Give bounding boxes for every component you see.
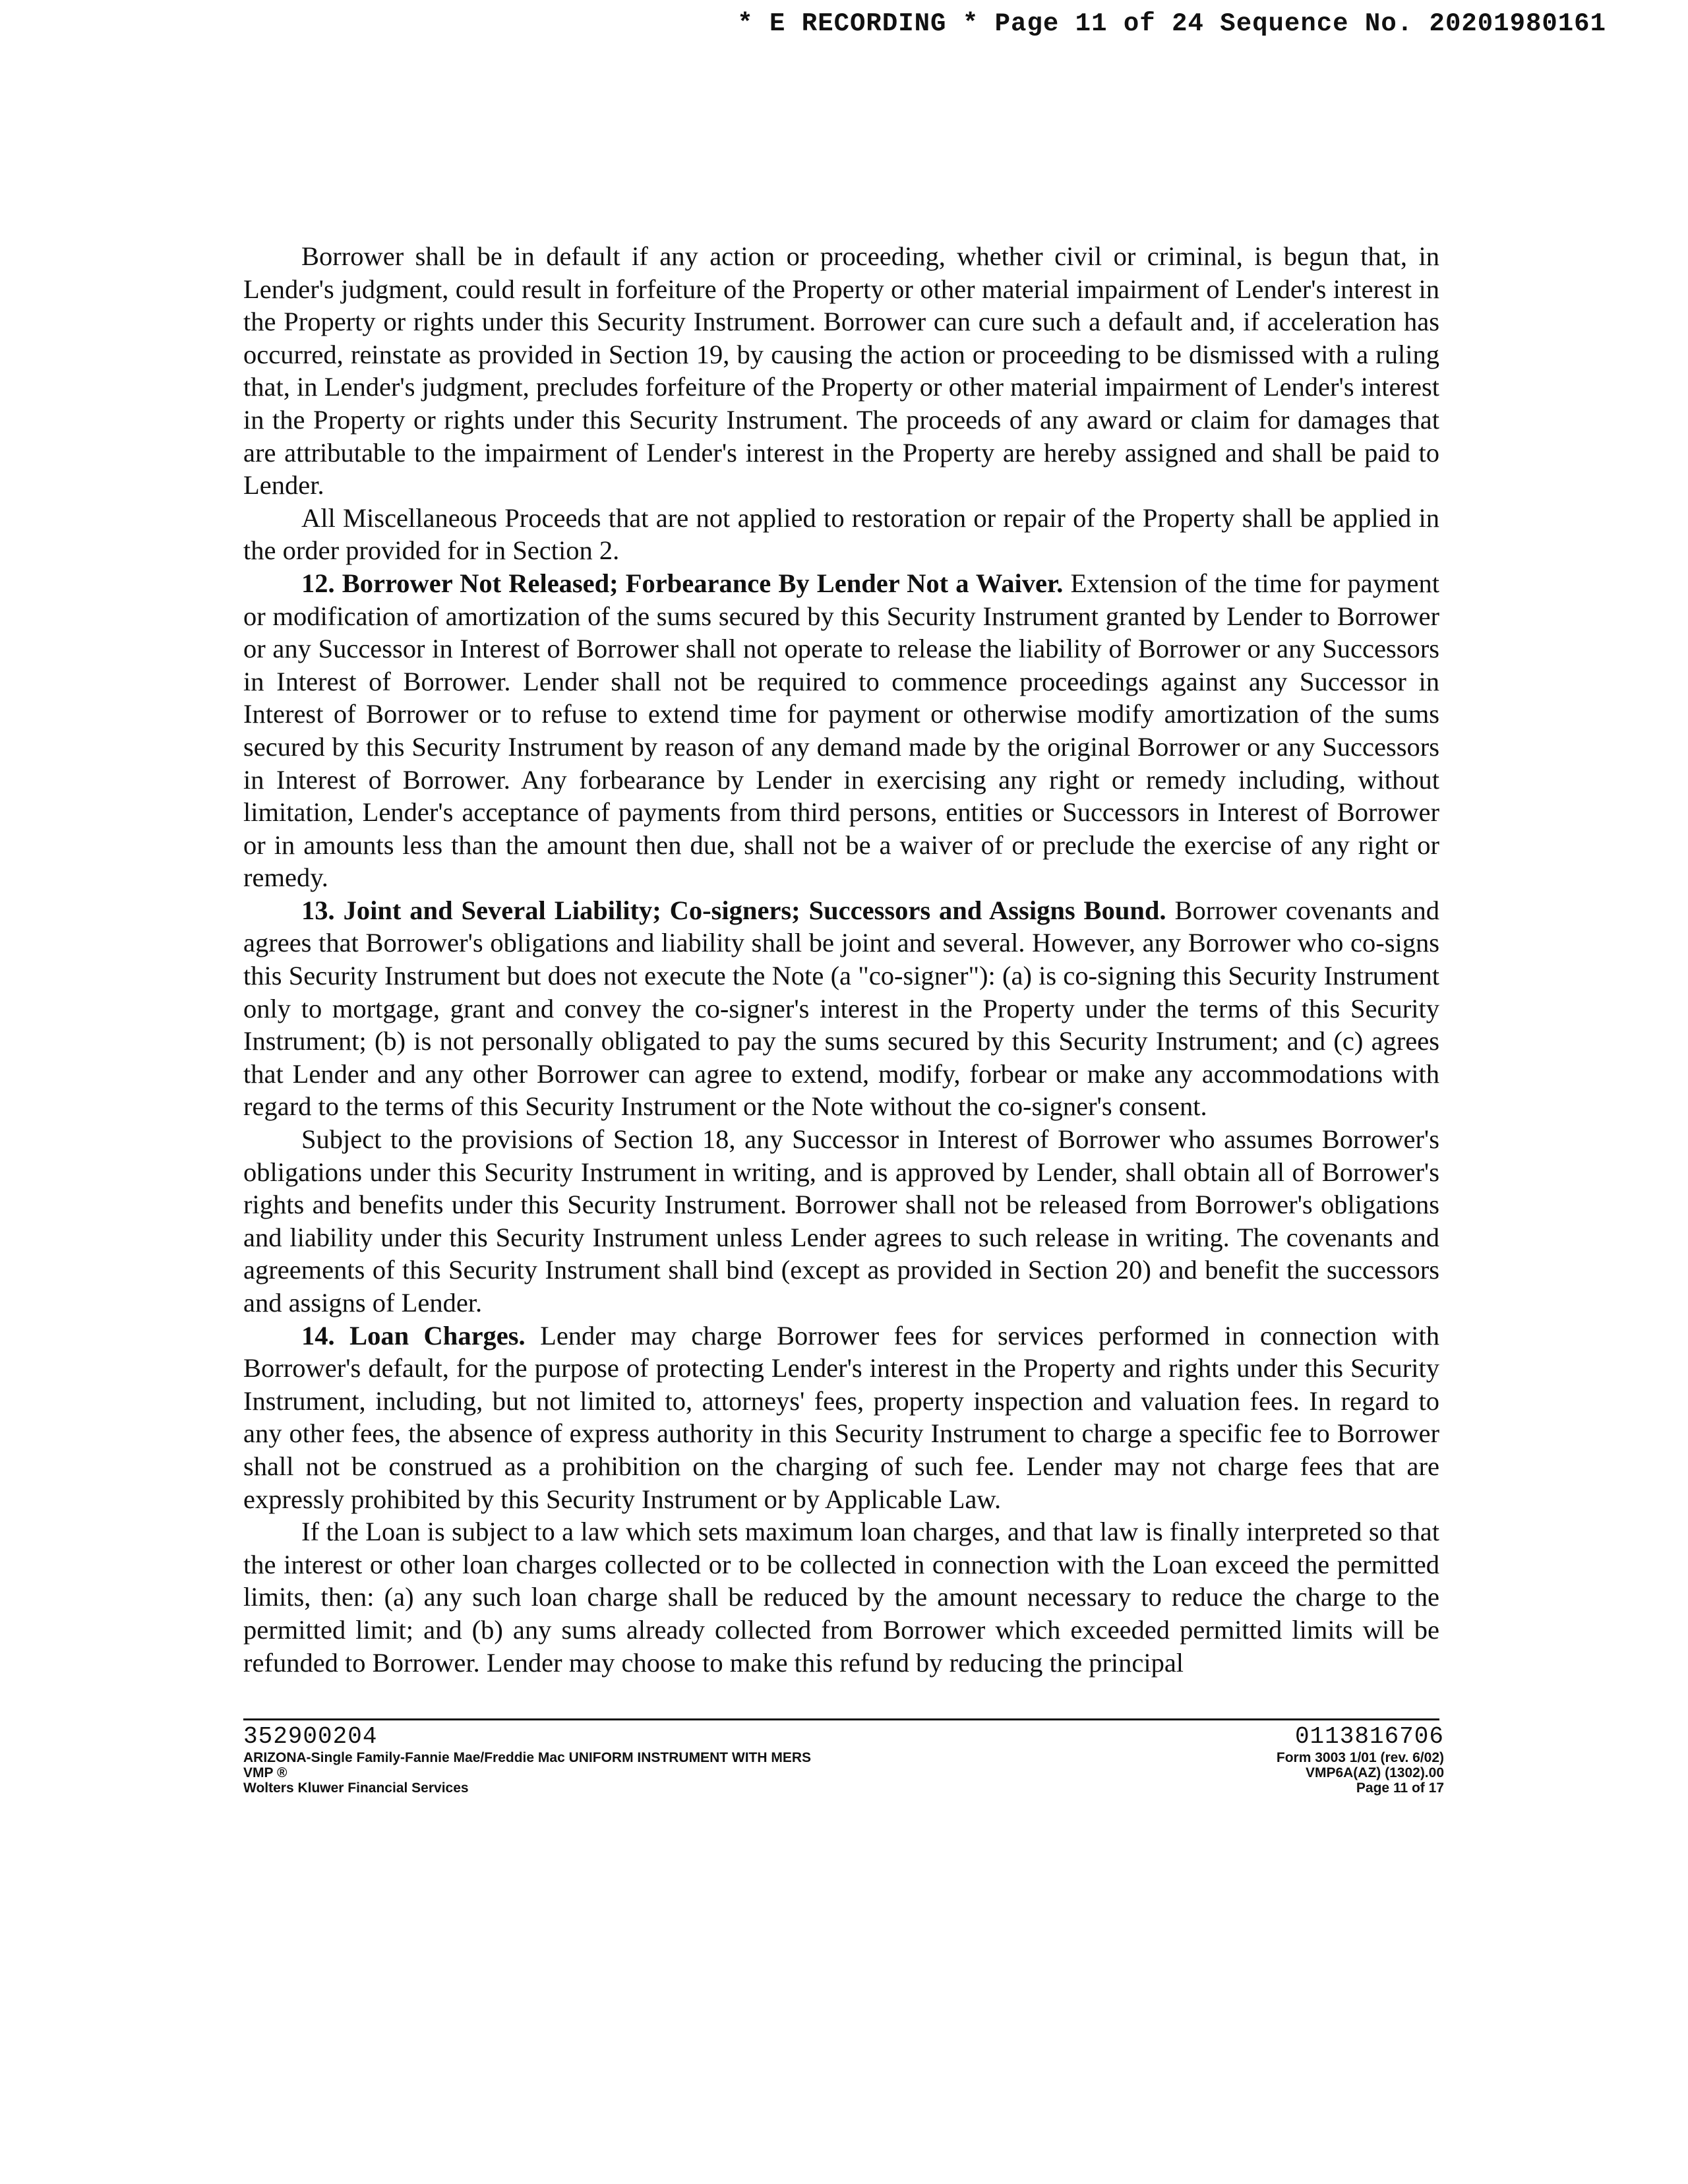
footer-loan-number: 0113816706 — [1294, 1723, 1444, 1750]
section-13-text: Borrower covenants and agrees that Borrower's obligations and liability shall be joint and several. However, any Borrower who co-signs this Security Instrument but does not execute the Note (a "co-signer"): (a) is co-signing this Security Instrument only to mortgage, grant and convey the co-signer's interest in the Property under the terms of this Security Instrument; (b) is not personally obligated to pay the sums secured by this Security Instrument; and (c) agrees that Lender and any other Borrower can agree to extend, modify, forbear or make any accommodations with regard to the terms of this Security Instrument or the Note without the co-signer's consent. — [243, 895, 1439, 1122]
recording-header: * E RECORDING * Page 11 of 24 Sequence No. 20201980161 — [737, 9, 1606, 38]
paragraph-default-forfeiture: Borrower shall be in default if any action or proceeding, whether civil or criminal, is begun that, in Lender's judgment, could result in forfeiture of the Property or other material impairment of Lender's interest in the Property or rights under this Security Instrument. Borrower can cure such a default and, if acceleration has occurred, reinstate as provided in Section 19, by causing the action or proceeding to be dismissed with a ruling that, in Lender's judgment, precludes forfeiture of the Property or other material impairment of Lender's interest in the Property or rights under this Security Instrument. The proceeds of any award or claim for damages that are attributable to the impairment of Lender's interest in the Property are hereby assigned and shall be paid to Lender. — [243, 241, 1439, 501]
section-12-text: Extension of the time for payment or modification of amortization of the sums secured by this Security Instrument granted by Lender to Borrower or any Successor in Interest of Borrower shall not operate to release the liability of Borrower or any Successors in Interest of Borrower. Lender shall not be required to commence proceedings against any Successor in Interest of Borrower or to refuse to extend time for payment or otherwise modify amortization of the sums secured by this Security Instrument by reason of any demand made by the original Borrower or any Successors in Interest of Borrower. Any forbearance by Lender in exercising any right or remedy including, without limitation, Lender's acceptance of payments from third persons, entities or Successors in Interest of Borrower or in amounts less than the amount then due, shall not be a waiver of or preclude the exercise of any right or remedy. — [243, 568, 1440, 893]
paragraph-maximum-loan-charges: If the Loan is subject to a law which sets maximum loan charges, and that law is finally interpreted so that the interest or other loan charges collected or to be collected in connection with the Loan exceed the permitted limits, then: (a) any such loan charge shall be reduced by the amount necessary to reduce the charge to the permitted limit; and (b) any sums already collected from Borrower which exceeded permitted limits will be refunded to Borrower. Lender may choose to make this refund by reducing the principal — [243, 1517, 1439, 1678]
footer-publisher: Wolters Kluwer Financial Services — [243, 1780, 469, 1796]
footer-vmp-code: VMP6A(AZ) (1302).00 — [1305, 1765, 1444, 1780]
footer-left — [243, 1724, 811, 1796]
document-body — [243, 240, 1439, 1679]
footer-reference-number: 352900204 — [243, 1723, 378, 1750]
footer-form-number: Form 3003 1/01 (rev. 6/02) — [1276, 1750, 1444, 1765]
paragraph-successor-in-interest: Subject to the provisions of Section 18, any Successor in Interest of Borrower who assumes Borrower's obligations under this Security Instrument in writing, and is approved by Lender, shall obtain all of Borrower's rights and benefits under this Security Instrument. Borrower shall not be released from Borrower's obligations and liability under this Security Instrument unless Lender agrees to such release in writing. The covenants and agreements of this Security Instrument shall bind (except as provided in Section 20) and benefit the successors and assigns of Lender. — [243, 1124, 1439, 1318]
section-13 — [243, 894, 1439, 1123]
footer-right — [1277, 1724, 1444, 1796]
footer-vmp: VMP ® — [243, 1765, 287, 1780]
paragraph-miscellaneous-proceeds: All Miscellaneous Proceeds that are not applied to restoration or repair of the Property shall be applied in the order provided for in Section 2. — [243, 502, 1439, 566]
footer-form-description: ARIZONA-Single Family-Fannie Mae/Freddie Mac UNIFORM INSTRUMENT WITH MERS — [243, 1750, 812, 1765]
section-13-heading: 13. Joint and Several Liability; Co-signers; Successors and Assigns Bound. — [301, 895, 1166, 925]
footer-divider — [243, 1718, 1439, 1720]
section-12-heading: 12. Borrower Not Released; Forbearance By Lender Not a Waiver. — [301, 568, 1064, 598]
section-12 — [243, 567, 1439, 894]
section-14-text: Lender may charge Borrower fees for services performed in connection with Borrower's default, for the purpose of protecting Lender's interest in the Property and rights under this Security Instrument, including, but not limited to, attorneys' fees, property inspection and valuation fees. In regard to any other fees, the absence of express authority in this Security Instrument to charge a specific fee to Borrower shall not be construed as a prohibition on the charging of such fee. Lender may not charge fees that are expressly prohibited by this Security Instrument or by Applicable Law. — [243, 1320, 1439, 1514]
section-14-heading: 14. Loan Charges. — [301, 1320, 526, 1350]
section-14 — [243, 1320, 1439, 1516]
footer-page-info: Page 11 of 17 — [1356, 1780, 1444, 1796]
